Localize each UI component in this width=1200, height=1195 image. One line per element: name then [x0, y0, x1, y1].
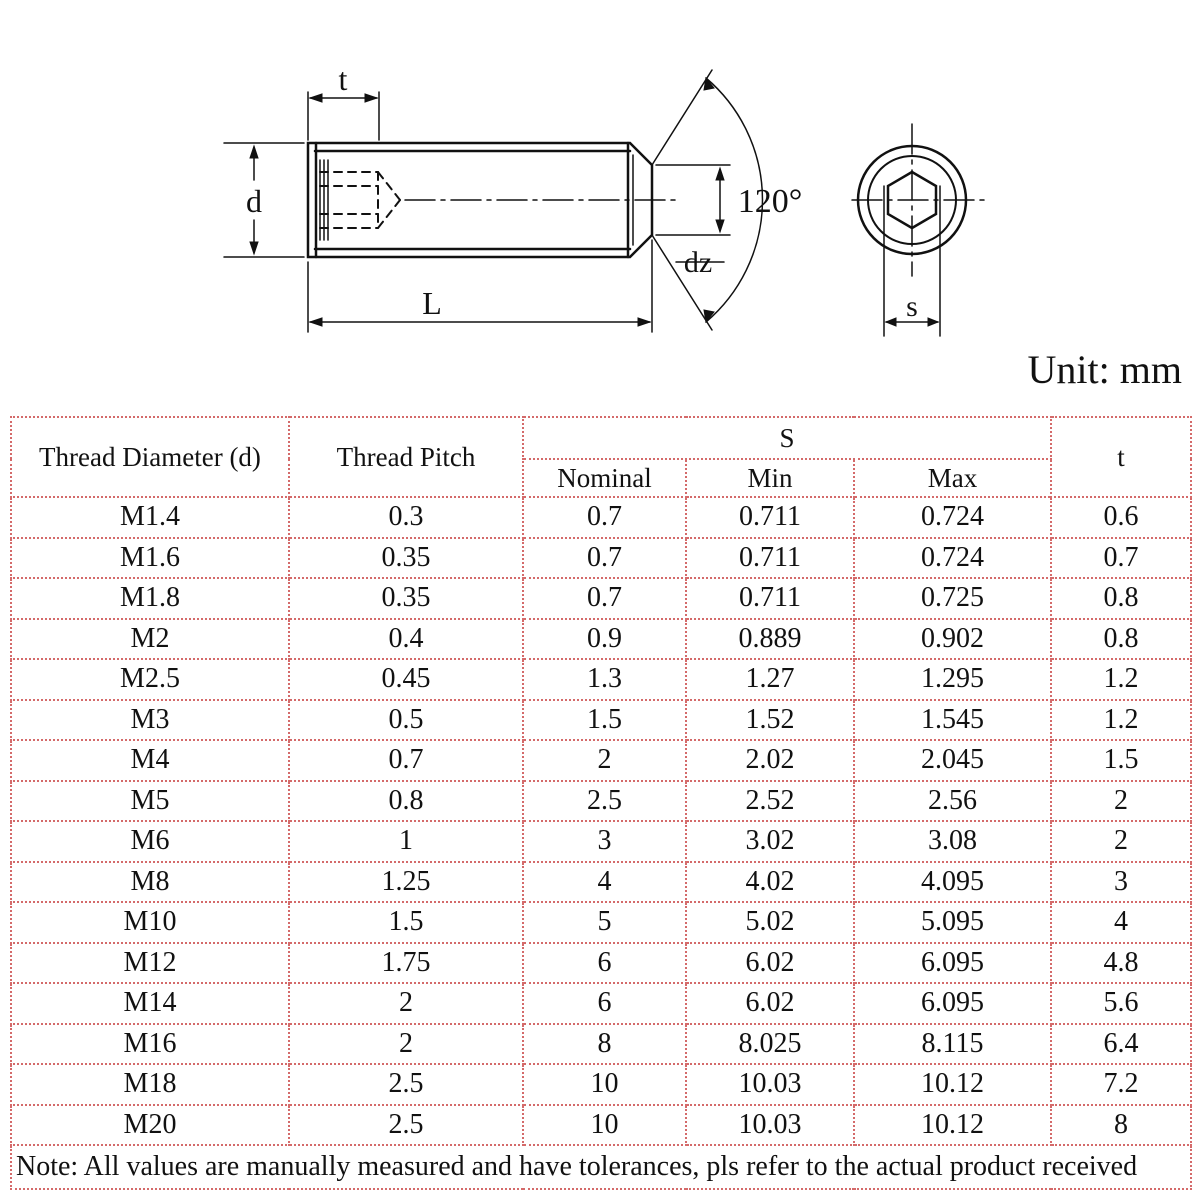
table-cell: M2	[11, 619, 289, 660]
table-cell: 0.35	[289, 538, 523, 579]
table-cell: 2.5	[523, 781, 686, 822]
table-cell: M5	[11, 781, 289, 822]
table-cell: 8.025	[686, 1024, 854, 1065]
table-cell: M4	[11, 740, 289, 781]
table-cell: 6.02	[686, 943, 854, 984]
table-cell: 0.8	[1051, 578, 1191, 619]
table-cell: 1.5	[523, 700, 686, 741]
table-cell: 1.2	[1051, 700, 1191, 741]
table-cell: 0.711	[686, 497, 854, 538]
table-cell: 3	[523, 821, 686, 862]
set-screw-technical-drawing	[0, 0, 1200, 400]
table-row	[11, 740, 1191, 781]
note-text: Note: All values are manually measured and have tolerances, pls refer to the actual product received	[11, 1145, 1191, 1189]
header-s: S	[523, 417, 1051, 459]
table-cell: 5.02	[686, 902, 854, 943]
table-cell: 6.4	[1051, 1024, 1191, 1065]
table-row	[11, 1024, 1191, 1065]
table-row	[11, 1064, 1191, 1105]
label-L: L	[422, 285, 442, 321]
table-cell: 10.03	[686, 1105, 854, 1146]
table-cell: 0.725	[854, 578, 1051, 619]
table-cell: 8	[1051, 1105, 1191, 1146]
header-max: Max	[854, 459, 1051, 497]
table-row	[11, 781, 1191, 822]
table-cell: 0.7	[523, 578, 686, 619]
table-cell: 2.52	[686, 781, 854, 822]
table-cell: M10	[11, 902, 289, 943]
table-cell: 1.5	[1051, 740, 1191, 781]
table-cell: M1.6	[11, 538, 289, 579]
table-cell: 6	[523, 943, 686, 984]
table-cell: 3	[1051, 862, 1191, 903]
table-cell: 2.045	[854, 740, 1051, 781]
table-cell: M20	[11, 1105, 289, 1146]
table-cell: 0.8	[1051, 619, 1191, 660]
table-cell: 8	[523, 1024, 686, 1065]
table-row	[11, 1105, 1191, 1146]
table-cell: M18	[11, 1064, 289, 1105]
table-cell: 10.12	[854, 1105, 1051, 1146]
unit-label: Unit: mm	[1027, 347, 1182, 392]
table-cell: 0.6	[1051, 497, 1191, 538]
table-cell: 3.08	[854, 821, 1051, 862]
table-cell: 0.4	[289, 619, 523, 660]
table-cell: 4	[1051, 902, 1191, 943]
table-cell: M3	[11, 700, 289, 741]
header-t: t	[1051, 417, 1191, 497]
label-t: t	[338, 61, 348, 97]
table-cell: M6	[11, 821, 289, 862]
table-row	[11, 538, 1191, 579]
spec-table	[10, 416, 1192, 1190]
table-cell: M14	[11, 983, 289, 1024]
table-cell: M12	[11, 943, 289, 984]
table-row	[11, 943, 1191, 984]
label-dz: dz	[683, 246, 713, 279]
table-cell: 4.02	[686, 862, 854, 903]
table-cell: 4.095	[854, 862, 1051, 903]
table-cell: 7.2	[1051, 1064, 1191, 1105]
table-cell: 0.889	[686, 619, 854, 660]
table-cell: 2	[289, 983, 523, 1024]
table-cell: 2.5	[289, 1064, 523, 1105]
table-cell: 4	[523, 862, 686, 903]
table-cell: 10	[523, 1105, 686, 1146]
label-d: d	[246, 183, 262, 219]
table-cell: 1.3	[523, 659, 686, 700]
table-cell: M1.4	[11, 497, 289, 538]
table-cell: 0.5	[289, 700, 523, 741]
header-thread-diameter: Thread Diameter (d)	[11, 417, 289, 497]
table-cell: 0.9	[523, 619, 686, 660]
table-cell: 2.56	[854, 781, 1051, 822]
header-nominal: Nominal	[523, 459, 686, 497]
table-cell: 2.02	[686, 740, 854, 781]
table-row	[11, 497, 1191, 538]
header-thread-pitch: Thread Pitch	[289, 417, 523, 497]
table-cell: M2.5	[11, 659, 289, 700]
table-cell: 2	[289, 1024, 523, 1065]
table-cell: 2	[523, 740, 686, 781]
table-cell: 6.095	[854, 983, 1051, 1024]
table-header-row	[11, 417, 1191, 459]
table-row	[11, 902, 1191, 943]
table-cell: 0.711	[686, 538, 854, 579]
table-cell: 10.12	[854, 1064, 1051, 1105]
table-cell: 0.45	[289, 659, 523, 700]
table-cell: 0.724	[854, 497, 1051, 538]
header-min: Min	[686, 459, 854, 497]
table-cell: 0.902	[854, 619, 1051, 660]
table-cell: 5	[523, 902, 686, 943]
table-cell: 0.3	[289, 497, 523, 538]
table-cell: 0.724	[854, 538, 1051, 579]
table-cell: 1	[289, 821, 523, 862]
table-row	[11, 659, 1191, 700]
table-row	[11, 862, 1191, 903]
table-cell: 1.25	[289, 862, 523, 903]
table-row	[11, 983, 1191, 1024]
table-cell: 0.7	[523, 497, 686, 538]
table-cell: 1.545	[854, 700, 1051, 741]
table-cell: M16	[11, 1024, 289, 1065]
table-cell: 6.095	[854, 943, 1051, 984]
table-cell: 0.7	[523, 538, 686, 579]
label-s: s	[906, 290, 918, 323]
table-cell: 10.03	[686, 1064, 854, 1105]
table-cell: 2	[1051, 821, 1191, 862]
table-row	[11, 578, 1191, 619]
note-row	[11, 1145, 1191, 1189]
table-cell: 4.8	[1051, 943, 1191, 984]
table-body	[11, 497, 1191, 1145]
table-cell: 1.5	[289, 902, 523, 943]
table-cell: 1.295	[854, 659, 1051, 700]
table-cell: 0.35	[289, 578, 523, 619]
table-cell: 5.6	[1051, 983, 1191, 1024]
table-cell: 1.27	[686, 659, 854, 700]
table-cell: 0.7	[1051, 538, 1191, 579]
table-row	[11, 821, 1191, 862]
table-cell: 0.8	[289, 781, 523, 822]
table-cell: 8.115	[854, 1024, 1051, 1065]
table-row	[11, 700, 1191, 741]
table-cell: 6.02	[686, 983, 854, 1024]
table-cell: 1.2	[1051, 659, 1191, 700]
table-cell: M8	[11, 862, 289, 903]
table-cell: 0.7	[289, 740, 523, 781]
table-cell: M1.8	[11, 578, 289, 619]
table-cell: 5.095	[854, 902, 1051, 943]
table-cell: 6	[523, 983, 686, 1024]
table-cell: 0.711	[686, 578, 854, 619]
table-cell: 2	[1051, 781, 1191, 822]
label-angle: 120°	[737, 183, 803, 220]
table-cell: 1.52	[686, 700, 854, 741]
table-cell: 2.5	[289, 1105, 523, 1146]
table-row	[11, 619, 1191, 660]
table-cell: 1.75	[289, 943, 523, 984]
table-cell: 10	[523, 1064, 686, 1105]
table-cell: 3.02	[686, 821, 854, 862]
